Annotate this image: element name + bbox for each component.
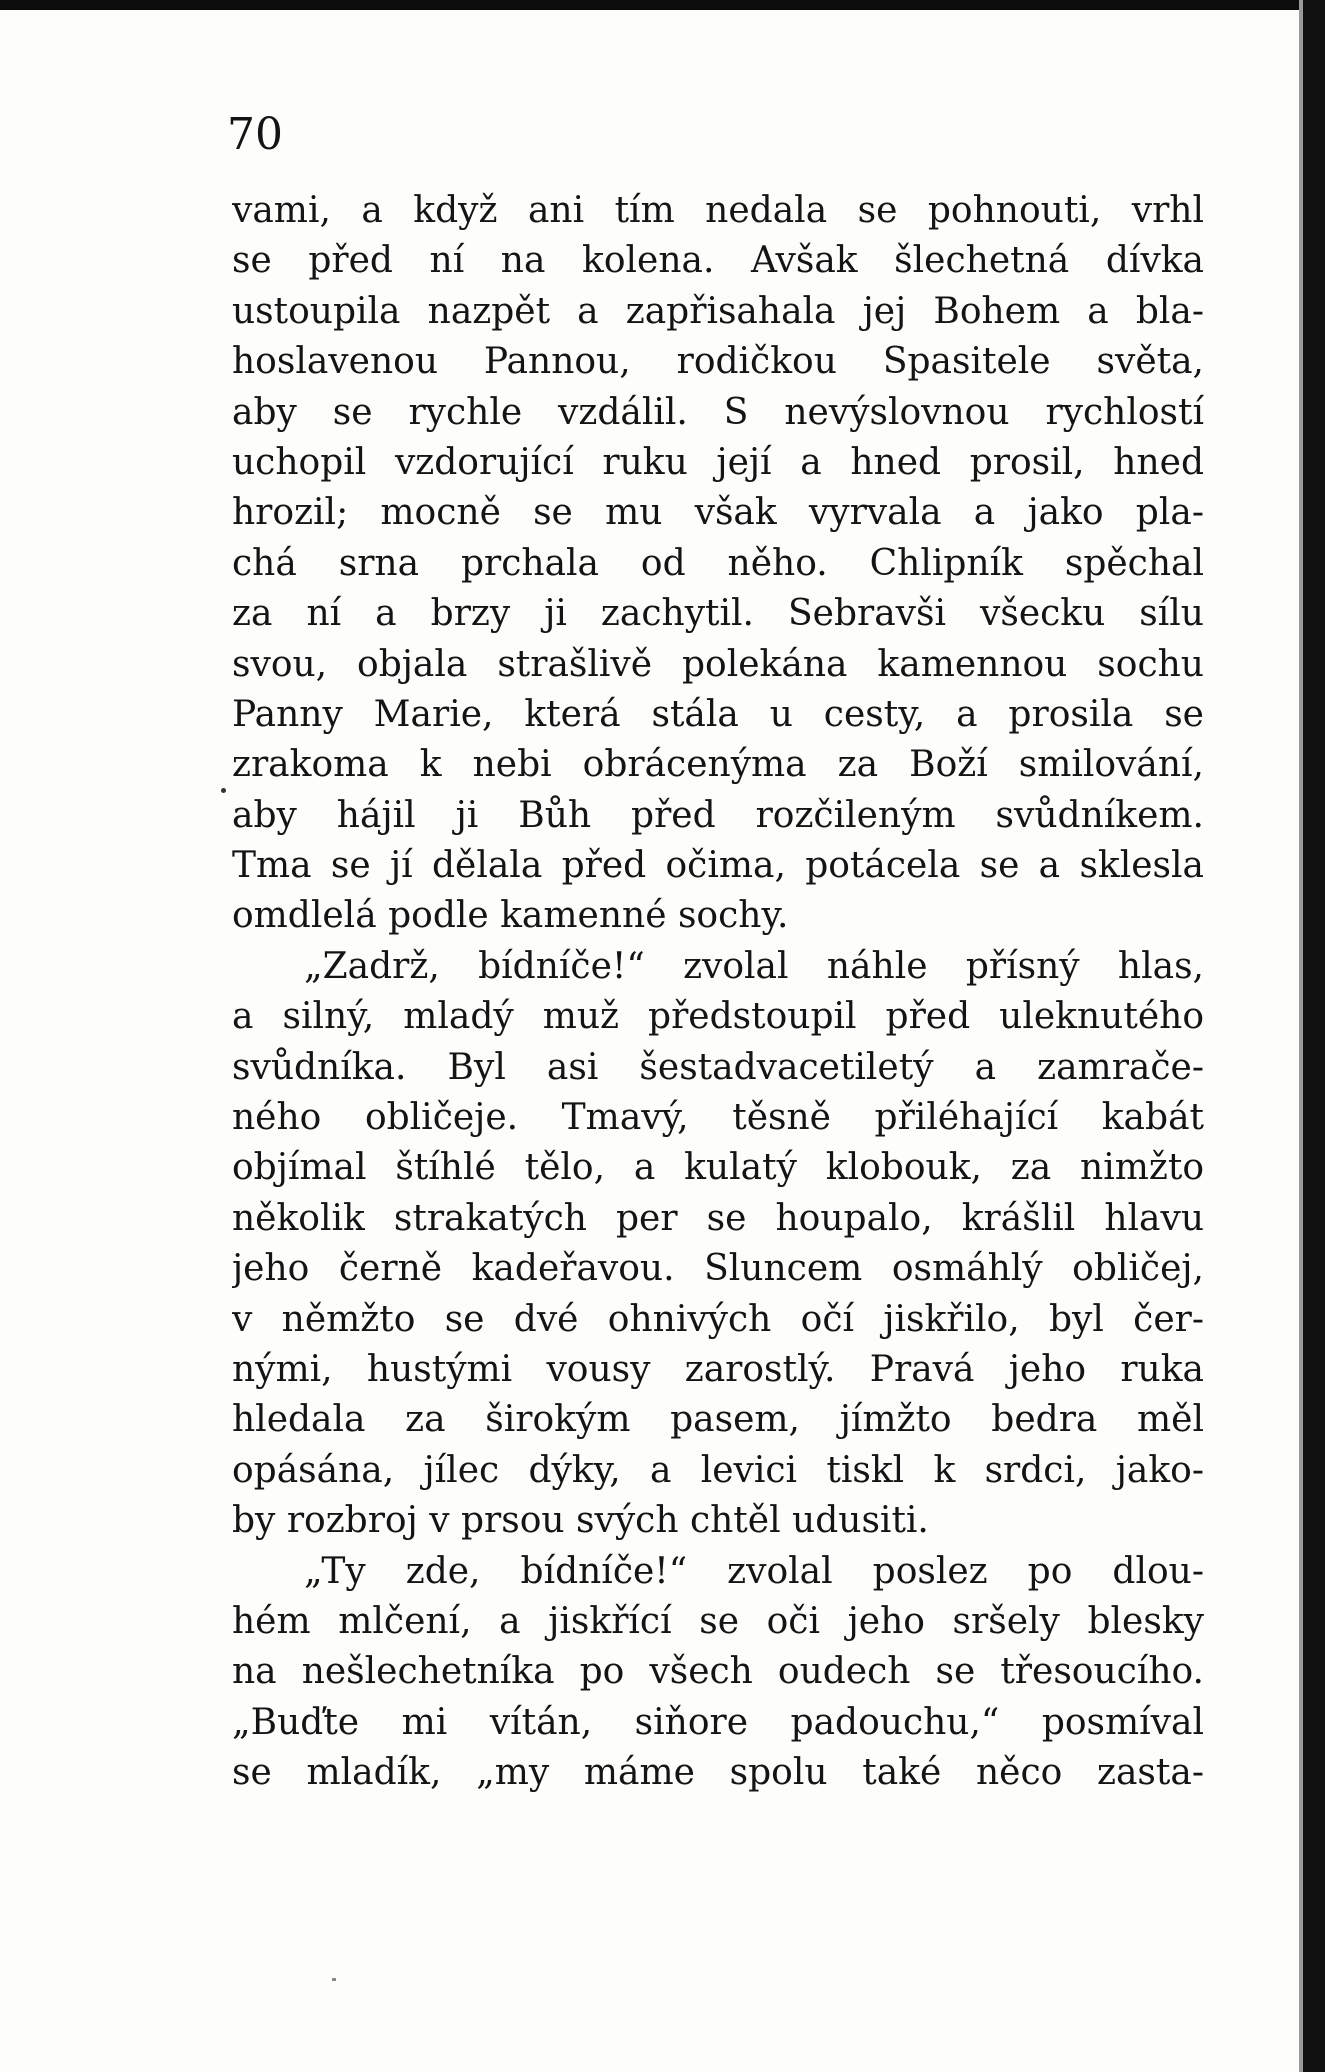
text-line: v němžto se dvé ohnivých očí jiskřilo, byl čer- [232,1298,1204,1340]
text-line: uchopil vzdorující ruku její a hned prosil, hned [232,441,1204,483]
text-line: se mladík, „my máme spolu také něco zasta- [232,1752,1204,1794]
scan-right-border [1303,0,1325,2072]
ink-speck [332,1978,336,1981]
scan-top-border [0,0,1325,10]
text-line: hoslavenou Pannou, rodičkou Spasitele světa, [232,341,1204,383]
text-line: „Ty zde, bídníče!“ zvolal poslez po dlou- [304,1550,1204,1592]
text-line: „Zadrž, bídníče!“ zvolal náhle přísný hlas, [304,945,1204,987]
text-line: aby hájil ji Bůh před rozčileným svůdníkem. [232,794,1204,836]
text-line: opásána, jílec dýky, a levici tiskl k srdci, jako- [232,1449,1204,1491]
text-line: ustoupila nazpět a zapřisahala jej Bohem a bla- [232,290,1204,332]
text-line: vami, a když ani tím nedala se pohnouti, vrhl [232,190,1204,231]
text-line: Panny Marie, která stála u cesty, a prosila se [232,693,1204,735]
text-line: jeho černě kadeřavou. Sluncem osmáhlý obličej, [232,1248,1204,1290]
text-line: na nešlechetníka po všech oudech se třesoucího. [232,1651,1204,1693]
text-line: hém mlčení, a jiskřící se oči jeho sršely blesky [232,1600,1204,1642]
text-line: a silný, mladý muž předstoupil před uleknutého [232,996,1204,1038]
text-line: zrakoma k nebi obrácenýma za Boží smilování, [232,744,1204,786]
text-line: by rozbroj v prsou svých chtěl udusiti. [232,1500,929,1542]
text-line: svou, objala strašlivě polekána kamennou sochu [232,643,1204,685]
page-number: 70 [227,109,283,160]
text-line: „Buďte mi vítán, siňore padouchu,“ posmíval [232,1701,1204,1743]
text-line: hrozil; mocně se mu však vyrvala a jako pla- [232,492,1204,534]
body-text [232,186,1204,1799]
text-line: několik strakatých per se houpalo, krášlil hlavu [232,1197,1204,1239]
text-line: ného obličeje. Tmavý, těsně přiléhající kabát [232,1097,1204,1139]
text-line: nými, hustými vousy zarostlý. Pravá jeho ruka [232,1348,1204,1390]
text-line: svůdníka. Byl asi šestadvacetiletý a zamrače- [232,1046,1204,1088]
text-line: omdlelá podle kamenné sochy. [232,895,789,937]
ink-speck [221,788,226,793]
text-line: chá srna prchala od něho. Chlipník spěchal [232,542,1204,584]
text-line: za ní a brzy ji zachytil. Sebravši všecku sílu [232,593,1204,635]
text-line: se před ní na kolena. Avšak šlechetná dívka [232,240,1204,282]
text-line: Tma se jí dělala před očima, potácela se a sklesla [232,845,1204,887]
text-line: hledala za širokým pasem, jímžto bedra měl [232,1399,1204,1441]
text-line: aby se rychle vzdálil. S nevýslovnou rychlostí [232,391,1204,433]
text-line: objímal štíhlé tělo, a kulatý klobouk, za nimžto [232,1147,1204,1189]
